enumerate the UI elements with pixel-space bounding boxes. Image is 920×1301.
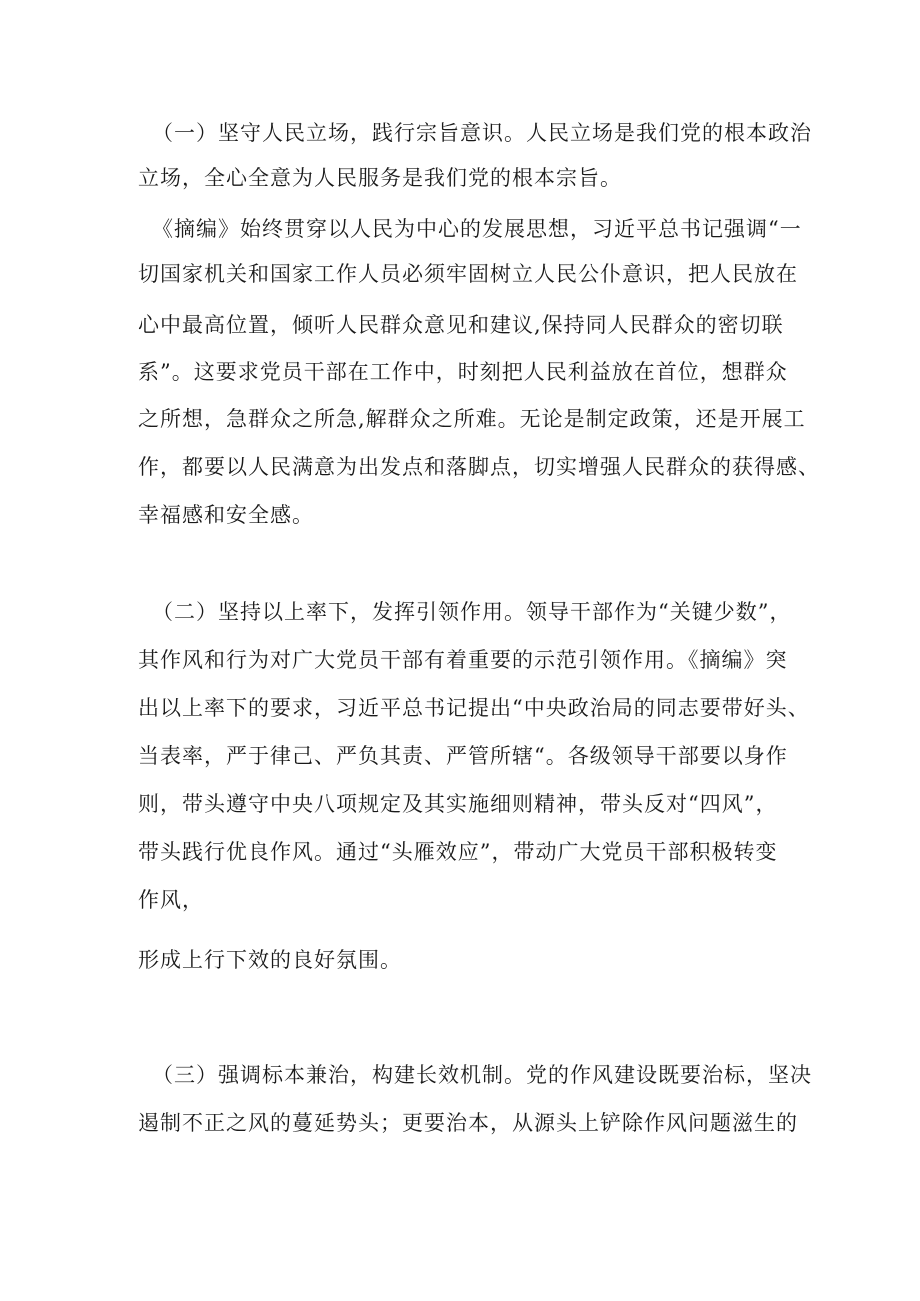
paragraph-3-line-2: 遏制不正之风的蔓延势头；更要治本，从源头上铲除作风问题滋生的	[138, 1111, 798, 1135]
paragraph-1-line-4: 切国家机关和国家工作人员必须牢固树立人民公仆意识，把人民放在	[138, 262, 798, 286]
paragraph-2-line-8: 形成上行下效的良好氛围。	[138, 948, 402, 972]
paragraph-2-line-3: 出以上率下的要求，习近平总书记提出“中央政治局的同志要带好头、	[138, 696, 810, 720]
paragraph-2-line-5: 则，带头遵守中央八项规定及其实施细则精神，带头反对“四风”，	[138, 792, 778, 816]
paragraph-3-line-1: （三）强调标本兼治，构建长效机制。党的作风建设既要治标，坚决	[152, 1063, 812, 1087]
paragraph-2-line-7: 作风，	[138, 888, 204, 912]
paragraph-2-line-4: 当表率，严于律己、严负其责、严管所辖“。各级领导干部要以身作	[138, 744, 788, 768]
paragraph-2-line-1: （二）坚持以上率下，发挥引领作用。领导干部作为“关键少数”，	[152, 600, 792, 624]
paragraph-1-line-6: 系”。这要求党员干部在工作中，时刻把人民利益放在首位，想群众	[138, 360, 788, 384]
paragraph-2-line-6: 带头践行优良作风。通过“头雁效应”，带动广大党员干部积极转变	[138, 840, 778, 864]
paragraph-1-line-8: 作，都要以人民满意为出发点和落脚点，切实增强人民群众的获得感、	[138, 455, 820, 479]
paragraph-1-line-3: 《摘编》始终贯穿以人民为中心的发展思想，习近平总书记强调“一	[152, 217, 802, 241]
paragraph-1-line-1: （一）坚守人民立场，践行宗旨意识。人民立场是我们党的根本政治	[152, 121, 812, 145]
paragraph-2-line-2: 其作风和行为对广大党员干部有着重要的示范引领作用。《摘编》突	[138, 648, 788, 672]
paragraph-1-line-9: 幸福感和安全感。	[138, 503, 314, 527]
paragraph-1-line-2: 立场，全心全意为人民服务是我们党的根本宗旨。	[138, 166, 622, 190]
paragraph-1-line-7: 之所想，急群众之所急,解群众之所难。无论是制定政策，还是开展工	[138, 407, 806, 431]
paragraph-1-line-5: 心中最高位置，倾听人民群众意见和建议,保持同人民群众的密切联	[138, 313, 784, 337]
